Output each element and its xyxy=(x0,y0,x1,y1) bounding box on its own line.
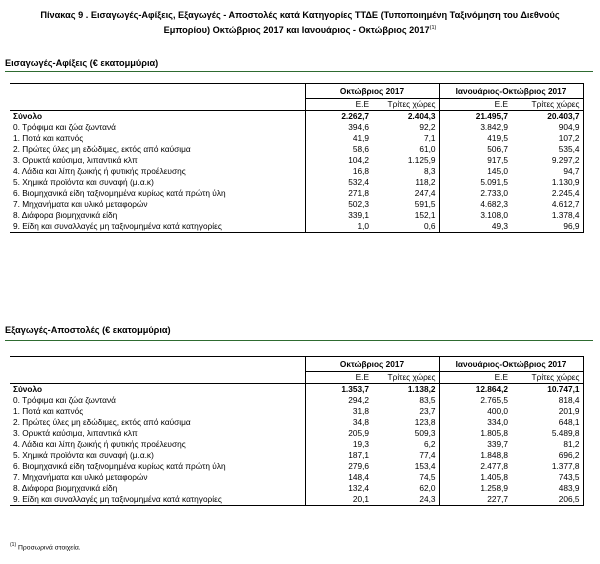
exports-total-row: Σύνολο 1.353,7 1.138,2 12.864,2 10.747,1 xyxy=(10,384,583,396)
row-label: Σύνολο xyxy=(13,384,43,394)
table-row: 0. Τρόφιμα και ζώα ζωντανά 294,2 83,5 2.765,5 818,4 xyxy=(10,395,583,406)
footnote-text: Προσωρινά στοιχεία. xyxy=(16,544,81,552)
table-row: 5. Χημικά προϊόντα και συναφή (μ.α.κ) 187,1 77,4 1.848,8 696,2 xyxy=(10,450,583,461)
exports-header-periods xyxy=(10,357,583,372)
exports-header-columns xyxy=(10,372,583,384)
title-line-2: Εμπορίου) Οκτώβριος 2017 και Ιανουάριος - Οκτώβριος 2017 xyxy=(163,25,430,36)
title-footnote-marker: (1) xyxy=(429,25,437,31)
imports-header-period1: Οκτώβριος 2017 xyxy=(305,84,439,99)
exports-divider xyxy=(5,340,593,341)
exports-table xyxy=(10,356,584,506)
table-row: 5. Χημικά προϊόντα και συναφή (μ.α.κ) 532,4 118,2 5.091,5 1.130,9 xyxy=(10,177,583,188)
imports-table xyxy=(10,83,584,233)
table-row: 9. Είδη και συναλλαγές μη ταξινομημένα κατά κατηγορίες 20,1 24,3 227,7 206,5 xyxy=(10,494,583,506)
table-row: 6. Βιομηχανικά είδη ταξινομημένα κυρίως κατά πρώτη ύλη 279,6 153,4 2.477,8 1.377,8 xyxy=(10,461,583,472)
imports-divider xyxy=(5,71,593,72)
row-label: Σύνολο xyxy=(13,111,43,121)
table-row: 7. Μηχανήματα και υλικό μεταφορών 502,3 591,5 4.682,3 4.612,7 xyxy=(10,199,583,210)
imports-header-columns xyxy=(10,99,583,111)
imports-section-title: Εισαγωγές-Αφίξεις (€ εκατομμύρια) xyxy=(5,58,159,68)
exports-section-title: Εξαγωγές-Αποστολές (€ εκατομμύρια) xyxy=(5,325,171,335)
table-row: 4. Λάδια και λίπη ζωικής ή φυτικής προέλευσης 19,3 6,2 339,7 81,2 xyxy=(10,439,583,450)
table-row: 2. Πρώτες ύλες μη εδώδιμες, εκτός από καύσιμα 58,6 61,0 506,7 535,4 xyxy=(10,144,583,155)
table-row: 8. Διάφορα βιομηχανικά είδη 132,4 62,0 1.258,9 483,9 xyxy=(10,483,583,494)
table-row: 7. Μηχανήματα και υλικό μεταφορών 148,4 74,5 1.405,8 743,5 xyxy=(10,472,583,483)
table-row: 1. Ποτά και καπνός 31,8 23,7 400,0 201,9 xyxy=(10,406,583,417)
table-row: 6. Βιομηχανικά είδη ταξινομημένα κυρίως κατά πρώτη ύλη 271,8 247,4 2.733,0 2.245,4 xyxy=(10,188,583,199)
imports-total-row: Σύνολο 2.262,7 2.404,3 21.495,7 20.403,7 xyxy=(10,111,583,123)
table-row: 3. Ορυκτά καύσιμα, λιπαντικά κλπ 205,9 509,3 1.805,8 5.489,8 xyxy=(10,428,583,439)
imports-header-period2: Ιανουάριος-Οκτώβριος 2017 xyxy=(439,84,583,99)
imports-col-ee-2: Ε.Ε xyxy=(439,99,511,111)
table-row: 3. Ορυκτά καύσιμα, λιπαντικά κλπ 104,2 1.125,9 917,5 9.297,2 xyxy=(10,155,583,166)
exports-col-third-1: Τρίτες χώρες xyxy=(372,372,439,384)
imports-col-ee-1: Ε.Ε xyxy=(305,99,372,111)
table-row: 0. Τρόφιμα και ζώα ζωντανά 394,6 92,2 3.842,9 904,9 xyxy=(10,122,583,133)
footnote-marker: (1) xyxy=(10,542,17,548)
imports-header-periods xyxy=(10,84,583,99)
exports-col-ee-1: Ε.Ε xyxy=(305,372,372,384)
exports-col-third-2: Τρίτες χώρες xyxy=(511,372,583,384)
footnote xyxy=(10,542,81,551)
table-row: 1. Ποτά και καπνός 41,9 7,1 419,5 107,2 xyxy=(10,133,583,144)
imports-col-third-1: Τρίτες χώρες xyxy=(372,99,439,111)
title-line-1: Πίνακας 9 . Εισαγωγές-Αφίξεις, Εξαγωγές - Αποστολές κατά Κατηγορίες ΤΤΔΕ (Τυποποιημένη Ταξινόμηση του Διεθνούς xyxy=(40,10,560,20)
imports-col-third-2: Τρίτες χώρες xyxy=(511,99,583,111)
exports-header-period1: Οκτώβριος 2017 xyxy=(305,357,439,372)
table-title xyxy=(20,9,580,37)
table-row: 8. Διάφορα βιομηχανικά είδη 339,1 152,1 3.108,0 1.378,4 xyxy=(10,210,583,221)
table-row: 4. Λάδια και λίπη ζωικής ή φυτικής προέλευσης 16,8 8,3 145,0 94,7 xyxy=(10,166,583,177)
table-row: 2. Πρώτες ύλες μη εδώδιμες, εκτός από καύσιμα 34,8 123,8 334,0 648,1 xyxy=(10,417,583,428)
exports-header-period2: Ιανουάριος-Οκτώβριος 2017 xyxy=(439,357,583,372)
table-row: 9. Είδη και συναλλαγές μη ταξινομημένα κατά κατηγορίες 1,0 0,6 49,3 96,9 xyxy=(10,221,583,233)
exports-col-ee-2: Ε.Ε xyxy=(439,372,511,384)
